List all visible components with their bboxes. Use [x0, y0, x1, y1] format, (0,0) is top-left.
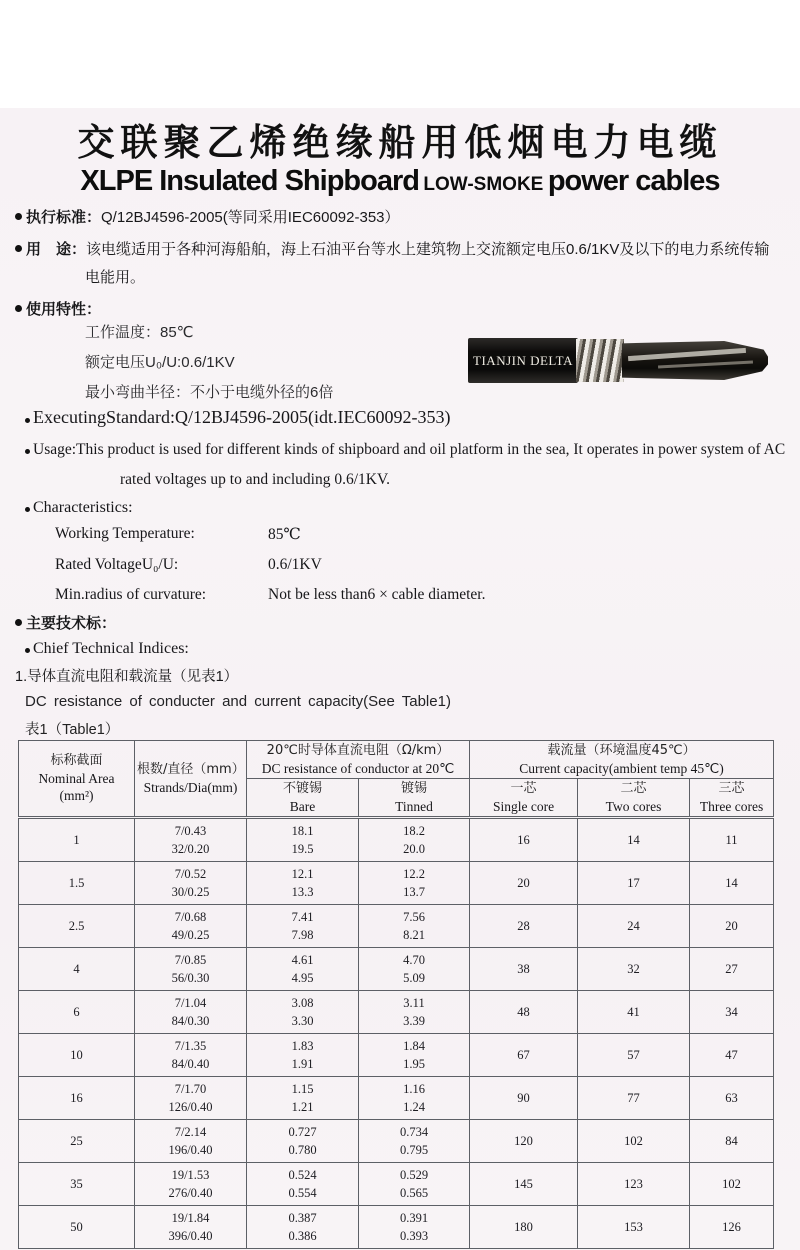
- three-cores-cell: 20: [690, 905, 774, 948]
- feature-working-temp: 工作温度：85℃: [85, 324, 194, 341]
- table-row: [19, 1034, 774, 1077]
- two-cores-cell: 57: [578, 1034, 690, 1077]
- header-current-capacity-group: [470, 741, 774, 779]
- tinned-cell: 18.2 20.0: [359, 819, 470, 862]
- usage-line2-en: rated voltages up to and including 0.6/1KV.: [120, 471, 391, 488]
- strands-cell: 7/1.70 126/0.40: [135, 1077, 247, 1120]
- area-cell: 4: [19, 948, 135, 991]
- single-core-cell: 120: [470, 1120, 578, 1163]
- bullet-icon: [15, 619, 22, 626]
- usage-line-cn: [15, 238, 769, 259]
- bare-cell: 0.387 0.386: [247, 1206, 359, 1249]
- tech-item-en: DC resistance of conducter and current capacity(See Table1): [25, 693, 451, 710]
- single-core-cell: 145: [470, 1163, 578, 1206]
- area-cell: 1: [19, 819, 135, 862]
- bullet-icon: [15, 305, 22, 312]
- table-row: [19, 1120, 774, 1163]
- header-three-cores: [690, 779, 774, 817]
- feature-rated-voltage: 额定电压U₀/U:0.6/1KV: [85, 354, 235, 371]
- tech-heading-en-text: Chief Technical Indices:: [33, 640, 189, 657]
- dc-resistance-cn: 20℃时导体直流电阻（Ω/km）: [266, 743, 450, 758]
- bullet-icon: [25, 418, 30, 423]
- table-row: [19, 1163, 774, 1206]
- strands-cell: 19/1.53 276/0.40: [135, 1163, 247, 1206]
- tinned-cell: 0.529 0.565: [359, 1163, 470, 1206]
- three-cores-cell: 34: [690, 991, 774, 1034]
- bullet-icon: [25, 449, 30, 454]
- area-cell: 50: [19, 1206, 135, 1249]
- standard-line-en: [25, 407, 450, 428]
- area-cell: 2.5: [19, 905, 135, 948]
- two-cores-cell: 102: [578, 1120, 690, 1163]
- table-row: [19, 905, 774, 948]
- table-body-rows: [19, 819, 774, 1249]
- tinned-cell: 3.11 3.39: [359, 991, 470, 1034]
- two-cores-cell: 123: [578, 1163, 690, 1206]
- single-core-cell: 16: [470, 819, 578, 862]
- strands-en: Strands/Dia(mm): [143, 779, 238, 795]
- two-cores-cell: 77: [578, 1077, 690, 1120]
- tinned-cell: 1.16 1.24: [359, 1077, 470, 1120]
- standard-text-cn: Q/12BJ4596-2005(等同采用IEC60092-353）: [101, 209, 400, 226]
- bare-cell: 0.727 0.780: [247, 1120, 359, 1163]
- area-cell: 1.5: [19, 862, 135, 905]
- bare-cell: 1.15 1.21: [247, 1077, 359, 1120]
- three-cores-cell: 102: [690, 1163, 774, 1206]
- features-heading-cn: [15, 298, 101, 319]
- bullet-icon: [25, 648, 30, 653]
- header-dc-resistance-group: [247, 741, 470, 779]
- usage-line1-en: [25, 441, 785, 459]
- bare-cn: 不镀锡: [282, 781, 322, 797]
- tinned-cell: 12.2 13.7: [359, 862, 470, 905]
- bare-cell: 12.1 13.3: [247, 862, 359, 905]
- three-cores-cell: 84: [690, 1120, 774, 1163]
- standard-label-cn: 执行标准：: [26, 209, 102, 226]
- strands-cell: 7/2.14 196/0.40: [135, 1120, 247, 1163]
- cable-photo: [468, 331, 770, 391]
- two-cores-cn: 二芯: [620, 781, 647, 797]
- single-core-cell: 90: [470, 1077, 578, 1120]
- usage-line2-cn: 电能用。: [85, 269, 146, 286]
- table-row: [19, 948, 774, 991]
- bare-cell: 4.61 4.95: [247, 948, 359, 991]
- feature-min-radius: 最小弯曲半径：不小于电缆外径的6倍: [85, 384, 334, 401]
- working-temp-label: Working Temperature:: [55, 525, 195, 542]
- min-radius-value: Not be less than6 × cable diameter.: [268, 586, 486, 603]
- table-caption: 表1（Table1）: [25, 722, 120, 738]
- header-strands: [135, 741, 247, 817]
- area-cell: 10: [19, 1034, 135, 1077]
- bare-cell: 0.524 0.554: [247, 1163, 359, 1206]
- features-label-cn: 使用特性：: [26, 301, 102, 318]
- strands-cell: 7/1.35 84/0.40: [135, 1034, 247, 1077]
- cable-sheath: [468, 338, 578, 383]
- area-cell: 16: [19, 1077, 135, 1120]
- strands-cell: 7/0.43 32/0.20: [135, 819, 247, 862]
- three-cores-cell: 14: [690, 862, 774, 905]
- tech-item-cn: 1.导体直流电阻和载流量（见表1）: [15, 669, 239, 685]
- two-cores-en: Two cores: [605, 798, 662, 814]
- tinned-cell: 7.56 8.21: [359, 905, 470, 948]
- header-single-core: [470, 779, 578, 817]
- strands-cell: 7/0.85 56/0.30: [135, 948, 247, 991]
- header-bare: [247, 779, 359, 817]
- strands-cell: 7/0.68 49/0.25: [135, 905, 247, 948]
- single-core-en: Single core: [492, 798, 555, 814]
- strands-cn: 根数/直径（mm）: [137, 762, 245, 778]
- header-tinned: [359, 779, 470, 817]
- bare-en: Bare: [289, 798, 316, 814]
- single-core-cell: 67: [470, 1034, 578, 1077]
- table-row: [19, 1077, 774, 1120]
- cable-braid-layer: [576, 339, 624, 382]
- bare-cell: 7.41 7.98: [247, 905, 359, 948]
- three-cores-en: Three cores: [699, 798, 764, 814]
- three-cores-cell: 126: [690, 1206, 774, 1249]
- dc-resistance-en: DC resistance of conductor at 20℃: [261, 760, 455, 776]
- single-core-cell: 48: [470, 991, 578, 1034]
- table-row: [19, 991, 774, 1034]
- min-radius-label: Min.radius of curvature:: [55, 586, 207, 603]
- bare-cell: 3.08 3.30: [247, 991, 359, 1034]
- single-core-cell: 180: [470, 1206, 578, 1249]
- characteristics-heading-en: [25, 499, 133, 517]
- single-core-cell: 38: [470, 948, 578, 991]
- tinned-cell: 0.734 0.795: [359, 1120, 470, 1163]
- two-cores-cell: 17: [578, 862, 690, 905]
- standard-line-cn: [15, 206, 400, 227]
- bullet-icon: [15, 245, 22, 252]
- tech-heading-cn-text: 主要技术标：: [26, 615, 117, 632]
- tech-heading-cn: [15, 612, 116, 633]
- usage-label-cn: 用 途：: [26, 241, 87, 258]
- rated-voltage-label: Rated VoltageU₀/U:: [55, 556, 179, 573]
- tech-heading-en: [25, 640, 189, 658]
- usage-text1-en: Usage:This product is used for different kinds of shipboard and oil platform in the sea, It operates in power system of AC: [33, 441, 786, 458]
- rated-voltage-value: 0.6/1KV: [268, 556, 322, 573]
- strands-cell: 7/0.52 30/0.25: [135, 862, 247, 905]
- three-cores-cell: 63: [690, 1077, 774, 1120]
- tinned-cell: 0.391 0.393: [359, 1206, 470, 1249]
- single-core-cell: 28: [470, 905, 578, 948]
- area-cell: 25: [19, 1120, 135, 1163]
- two-cores-cell: 24: [578, 905, 690, 948]
- bullet-icon: [25, 507, 30, 512]
- two-cores-cell: 14: [578, 819, 690, 862]
- nominal-area-unit: (mm²): [59, 788, 94, 804]
- tinned-en: Tinned: [395, 798, 433, 814]
- bullet-icon: [15, 213, 22, 220]
- header-two-cores: [578, 779, 690, 817]
- usage-text-cn: 该电缆适用于各种河海船舶，海上石油平台等水上建筑物上交流额定电压0.6/1KV及以下的电力系统传输: [86, 241, 770, 258]
- bare-cell: 18.1 19.5: [247, 819, 359, 862]
- tinned-cn: 镀锡: [401, 781, 428, 797]
- nominal-area-en: Nominal Area: [38, 770, 115, 786]
- nominal-area-cn: 标称截面: [50, 753, 103, 769]
- cable-brand-label: TIANJIN DELTA: [473, 352, 573, 368]
- three-cores-cell: 11: [690, 819, 774, 862]
- bare-cell: 1.83 1.91: [247, 1034, 359, 1077]
- area-cell: 35: [19, 1163, 135, 1206]
- table-row: [19, 1206, 774, 1249]
- table-row: [19, 862, 774, 905]
- header-row-groups: [19, 741, 774, 779]
- title-en-main: XLPE Insulated Shipboard: [80, 165, 419, 197]
- page-title-cn: 交联聚乙烯绝缘船用低烟电力电缆: [77, 121, 723, 164]
- current-capacity-cn: 载流量（环境温度45℃）: [547, 743, 696, 758]
- characteristics-text-en: Characteristics:: [33, 499, 133, 516]
- current-capacity-en: Current capacity(ambient temp 45℃): [519, 760, 724, 776]
- tinned-cell: 1.84 1.95: [359, 1034, 470, 1077]
- table-row: [19, 819, 774, 862]
- single-core-cell: 20: [470, 862, 578, 905]
- spec-table-header: [18, 740, 774, 817]
- working-temp-value: 85℃: [268, 526, 301, 543]
- single-core-cn: 一芯: [510, 781, 537, 797]
- strands-cell: 7/1.04 84/0.30: [135, 991, 247, 1034]
- header-nominal-area: [19, 741, 135, 817]
- title-en-lowsmoke: LOW-SMOKE: [423, 174, 544, 195]
- three-cores-cn: 三芯: [718, 781, 745, 797]
- tinned-cell: 4.70 5.09: [359, 948, 470, 991]
- page-title-en: [0, 165, 800, 198]
- area-cell: 6: [19, 991, 135, 1034]
- spec-table-body: [18, 818, 774, 1249]
- strands-cell: 19/1.84 396/0.40: [135, 1206, 247, 1249]
- two-cores-cell: 153: [578, 1206, 690, 1249]
- two-cores-cell: 41: [578, 991, 690, 1034]
- standard-text-en: ExecutingStandard:Q/12BJ4596-2005(idt.IEC60092-353): [33, 407, 451, 427]
- three-cores-cell: 47: [690, 1034, 774, 1077]
- three-cores-cell: 27: [690, 948, 774, 991]
- title-en-tail: power cables: [547, 165, 720, 197]
- two-cores-cell: 32: [578, 948, 690, 991]
